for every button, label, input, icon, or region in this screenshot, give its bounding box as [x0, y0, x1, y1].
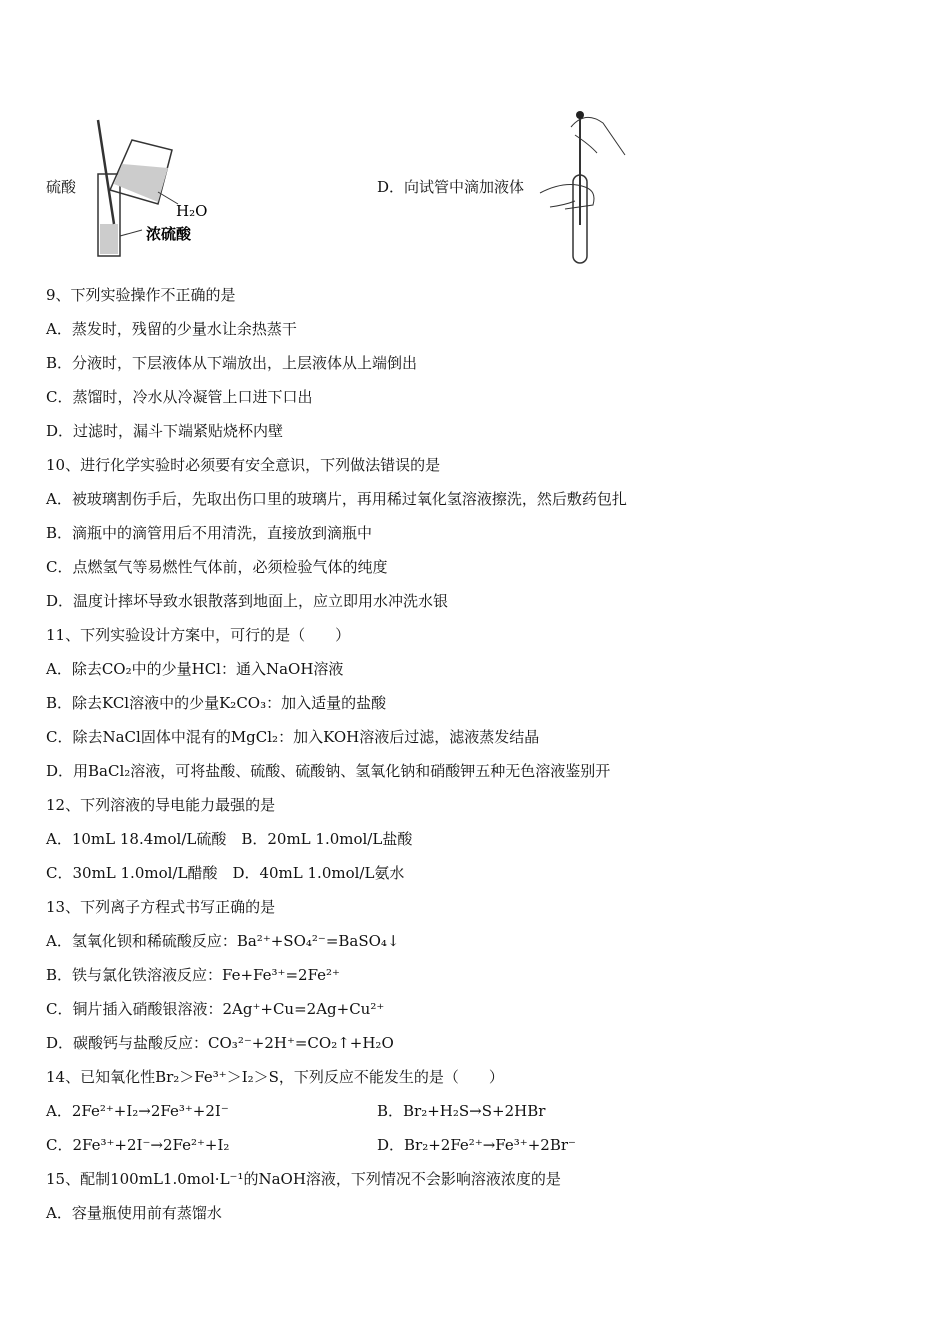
figure-caption-sulfuric-acid: 硫酸: [46, 178, 77, 196]
text-line: 15、配制100mL1.0mol·L⁻¹的NaOH溶液，下列情况不会影响溶液浓度的是: [46, 1170, 561, 1188]
question-list: [46, 278, 926, 1230]
concentrated-acid-label: 浓硫酸: [146, 225, 192, 243]
q14-options-row-1: [46, 1094, 926, 1128]
text-line: B．铁与氯化铁溶液反应：Fe+Fe³⁺=2Fe²⁺: [46, 966, 340, 984]
text-line: C．点燃氢气等易燃性气体前，必须检验气体的纯度: [46, 558, 388, 576]
text-line: B．分液时，下层液体从下端放出，上层液体从上端倒出: [46, 354, 418, 372]
text-line: B．除去KCl溶液中的少量K₂CO₃：加入适量的盐酸: [46, 694, 387, 712]
text-line: 9、下列实验操作不正确的是: [46, 286, 236, 304]
text-line: A．除去CO₂中的少量HCl：通入NaOH溶液: [46, 660, 344, 678]
text-line: B．滴瓶中的滴管用后不用清洗，直接放到滴瓶中: [46, 524, 373, 542]
text-line: C．铜片插入硝酸银溶液：2Ag⁺+Cu=2Ag+Cu²⁺: [46, 1000, 385, 1018]
q14-options-row-2: [46, 1128, 926, 1162]
text-line: 11、下列实验设计方案中，可行的是（ ）: [46, 626, 351, 644]
text-line: C．蒸馏时，冷水从冷凝管上口进下口出: [46, 388, 313, 406]
text-line: A．容量瓶使用前有蒸馏水: [46, 1204, 222, 1222]
q14-option-c: C．2Fe³⁺+2I⁻→2Fe²⁺+I₂: [46, 1136, 230, 1154]
test-tube-dropper-diagram: [535, 105, 635, 267]
q14-option-b: B．Br₂+H₂S→S+2HBr: [377, 1102, 546, 1120]
text-line: C．30mL 1.0mol/L醋酸 D．40mL 1.0mol/L氨水: [46, 864, 405, 882]
text-line: D．用BaCl₂溶液，可将盐酸、硫酸、硫酸钠、氢氧化钠和硝酸钾五种无色溶液鉴别开: [46, 762, 611, 780]
q14-option-d: D．Br₂+2Fe²⁺→Fe³⁺+2Br⁻: [377, 1136, 576, 1154]
text-line: D．温度计摔坏导致水银散落到地面上，应立即用水冲洗水银: [46, 592, 449, 610]
text-line: A．被玻璃割伤手后，先取出伤口里的玻璃片，再用稀过氧化氢溶液擦洗，然后敷药包扎: [46, 490, 627, 508]
text-line: C．除去NaCl固体中混有的MgCl₂：加入KOH溶液后过滤，滤液蒸发结晶: [46, 728, 540, 746]
text-line: A．蒸发时，残留的少量水让余热蒸干: [46, 320, 297, 338]
option-d-caption: D．向试管中滴加液体: [377, 178, 525, 196]
q14-option-a: A．2Fe²⁺+I₂→2Fe³⁺+2I⁻: [46, 1102, 229, 1120]
dilution-diagram: [92, 112, 232, 262]
text-line: D．过滤时，漏斗下端紧贴烧杯内壁: [46, 422, 284, 440]
text-line: A．氢氧化钡和稀硫酸反应：Ba²⁺+SO₄²⁻=BaSO₄↓: [46, 932, 400, 950]
text-line: 14、已知氧化性Br₂＞Fe³⁺＞I₂＞S，下列反应不能发生的是（ ）: [46, 1068, 504, 1086]
water-label: H₂O: [176, 202, 208, 220]
text-line: 12、下列溶液的导电能力最强的是: [46, 796, 276, 814]
text-line: 13、下列离子方程式书写正确的是: [46, 898, 276, 916]
text-line: 10、进行化学实验时必须要有安全意识，下列做法错误的是: [46, 456, 441, 474]
text-line: D．碳酸钙与盐酸反应：CO₃²⁻+2H⁺=CO₂↑+H₂O: [46, 1034, 394, 1052]
text-line: A．10mL 18.4mol/L硫酸 B．20mL 1.0mol/L盐酸: [46, 830, 413, 848]
